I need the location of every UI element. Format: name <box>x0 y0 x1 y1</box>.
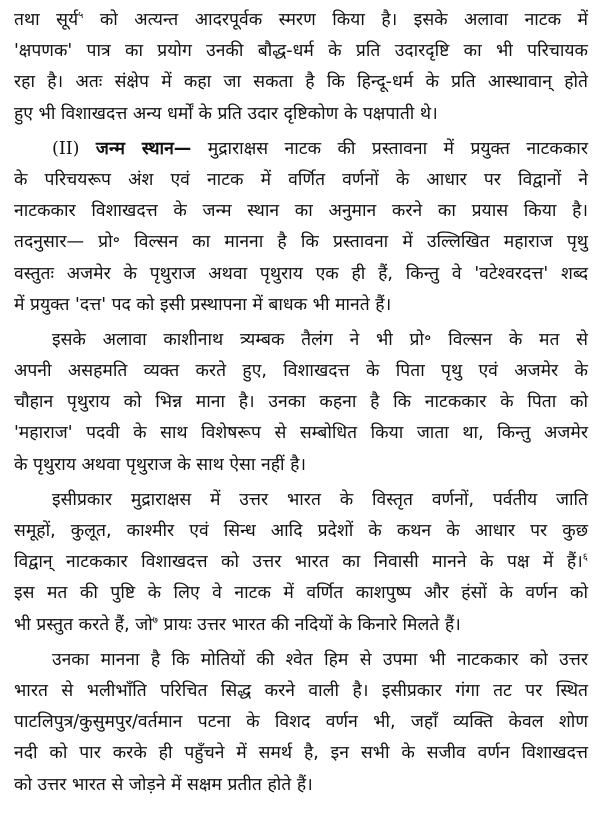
section-heading: जन्म स्थान— <box>95 138 192 159</box>
paragraph-1 <box>14 5 588 130</box>
text-line: 'महाराज' पदवी के साथ विशेषरूप से सम्बोधित किया जाता था, किन्तु अजमेर <box>14 423 588 444</box>
text-line: इसके अलावा काशीनाथ त्र्यम्बक तैलंग ने भी प्रो॰ विल्सन के मत से <box>52 329 588 350</box>
footnote-marker: ५ <box>78 10 84 22</box>
paragraph-5 <box>14 645 588 801</box>
text-line: उनका मानना है कि मोतियों की श्वेत हिम से उपमा भी नाटककार को उत्तर <box>52 649 588 670</box>
text-line <box>14 547 588 578</box>
section-number: (II) <box>52 138 80 159</box>
document-page <box>14 5 588 801</box>
paragraph-4 <box>14 485 588 641</box>
text-line: हुए भी विशाखदत्त अन्य धर्मों के प्रति उदार दृष्टिकोण के पक्षपाती थे। <box>14 103 438 124</box>
text-line <box>14 134 588 165</box>
text-line: अपनी असहमति व्यक्त करते हुए, विशाखदत्त के पिता पृथु एवं अजमेर के <box>14 361 588 382</box>
text-line: नदी को पार करके ही पहुँचने में समर्थ है, इन सभी के सजीव वर्णन विशाखदत्त <box>14 743 588 764</box>
text-span: तथा सूर्य <box>14 10 79 30</box>
text-line: पाटलिपुत्र/कुसुमपुर/वर्तमान पटना के विशद वर्णन भी, जहाँ व्यक्ति केवल शोण <box>14 712 588 733</box>
text-span: मुद्राराक्षस नाटक की प्रस्तावना में प्रयुक्त नाटककार <box>191 138 588 159</box>
text-line: के परिचयरूप अंश एवं नाटक में वर्णित वर्णनों के आधार पर विद्वानों ने <box>14 169 588 190</box>
paragraph-2 <box>14 134 588 321</box>
text-line: समूहों, कुलूत, काश्मीर एवं सिन्ध आदि प्रदेशों के कथन के आधार पर कुछ <box>14 521 588 541</box>
text-span: भी प्रस्तुत करते हैं, जो <box>14 614 153 635</box>
text-line: के पृथुराय अथवा पृथुराज के साथ ऐसा नहीं है। <box>14 454 307 475</box>
text-line: चौहान पृथुराय को भिन्न माना है। उनका कहना है कि नाटककार के पिता को <box>14 392 588 413</box>
text-span: प्रायः उत्तर भारत की नदियों के किनारे मिलते हैं। <box>157 614 461 635</box>
text-line: इसीप्रकार मुद्राराक्षस में उत्तर भारत के विस्तृत वर्णनों, पर्वतीय जाति <box>52 489 588 510</box>
text-line: में प्रयुक्त 'दत्त' पद को इसी प्रस्थापना में बाधक भी मानते हैं। <box>14 294 392 315</box>
text-line: रहा है। अतः संक्षेप में कहा जा सकता है कि हिन्दू-धर्म के प्रति आस्थावान् होते <box>14 72 588 93</box>
text-line: वस्तुतः अजमेर के पृथुराज अथवा पृथुराय एक ही हैं, किन्तु वे 'वटेश्वरदत्त' शब्द <box>14 263 588 284</box>
footnote-marker: ६ <box>582 552 588 564</box>
paragraph-3 <box>14 325 588 481</box>
text-line: तदनुसार— प्रो॰ विल्सन का मानना है कि प्रस्तावना में उल्लिखित महाराज पृथु <box>14 232 588 253</box>
footnote-marker: ७ <box>152 614 158 626</box>
text-line: 'क्षपणक' पात्र का प्रयोग उनकी बौद्ध-धर्म के प्रति उदारदृष्टि का भी परिचायक <box>14 41 588 62</box>
text-line: इस मत की पुष्टि के लिए वे नाटक में वर्णित काशपुष्प और हंसों के वर्णन को <box>14 583 588 604</box>
text-line: नाटककार विशाखदत्त के जन्म स्थान का अनुमान करने का प्रयास किया है। <box>14 201 588 222</box>
text-line <box>14 610 588 641</box>
text-span: को अत्यन्त आदरपूर्वक स्मरण किया है। इसके अलावा नाटक में <box>83 10 589 30</box>
text-span: विद्वान् नाटककार विशाखदत्त को उत्तर भारत का निवासी मानने के पक्ष में हैं। <box>14 552 583 573</box>
text-line: भारत से भलीभाँति परिचित सिद्ध करने वाली है। इसीप्रकार गंगा तट पर स्थित <box>14 680 588 701</box>
text-line <box>14 5 588 36</box>
text-line: को उत्तर भारत से जोड़ने में सक्षम प्रतीत होते हैं। <box>14 774 313 795</box>
